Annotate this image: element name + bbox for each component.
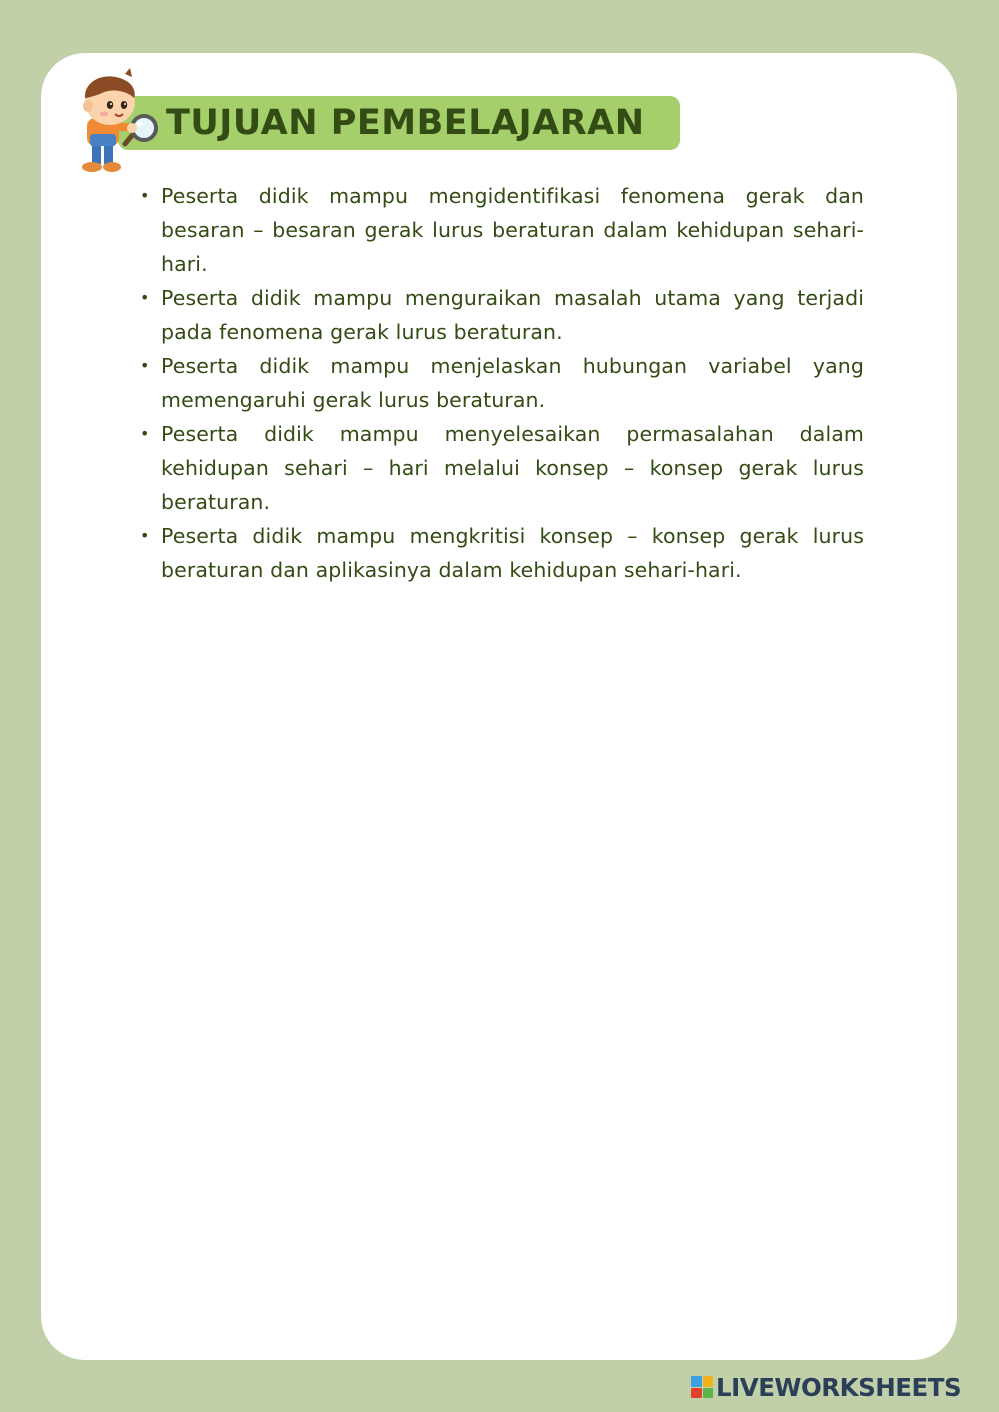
page-title: TUJUAN PEMBELAJARAN [166, 103, 645, 143]
brand-name: LIVEWORKSHEETS [716, 1372, 962, 1402]
logo-cell [691, 1376, 702, 1387]
objective-text: Peserta didik mampu menyelesaikan permasalahan dalam kehidupan sehari – hari melalui konsep – konsep gerak lurus beraturan. [161, 422, 864, 514]
list-item [136, 417, 864, 519]
objective-text: Peserta didik mampu menjelaskan hubungan variabel yang memengaruhi gerak lurus beraturan. [161, 354, 864, 412]
list-item [136, 179, 864, 281]
bullet-icon: • [140, 526, 150, 545]
logo-cell [691, 1388, 702, 1399]
bullet-icon: • [140, 424, 150, 443]
list-item [136, 349, 864, 417]
logo-cell [703, 1376, 714, 1387]
learning-objectives-list [136, 179, 864, 587]
liveworksheets-logo-icon [691, 1376, 713, 1398]
objective-text: Peserta didik mampu menguraikan masalah utama yang terjadi pada fenomena gerak lurus beraturan. [161, 286, 864, 344]
objective-text: Peserta didik mampu mengidentifikasi fenomena gerak dan besaran – besaran gerak lurus beraturan dalam kehidupan sehari-hari. [161, 184, 864, 276]
objective-text: Peserta didik mampu mengkritisi konsep – konsep gerak lurus beraturan dan aplikasinya dalam kehidupan sehari-hari. [161, 524, 864, 582]
logo-cell [703, 1388, 714, 1399]
boy-with-magnifying-glass-icon [70, 68, 162, 176]
bullet-icon: • [140, 186, 150, 205]
list-item [136, 281, 864, 349]
bullet-icon: • [140, 288, 150, 307]
list-item [136, 519, 864, 587]
bullet-icon: • [140, 356, 150, 375]
liveworksheets-brand[interactable] [691, 1372, 961, 1402]
